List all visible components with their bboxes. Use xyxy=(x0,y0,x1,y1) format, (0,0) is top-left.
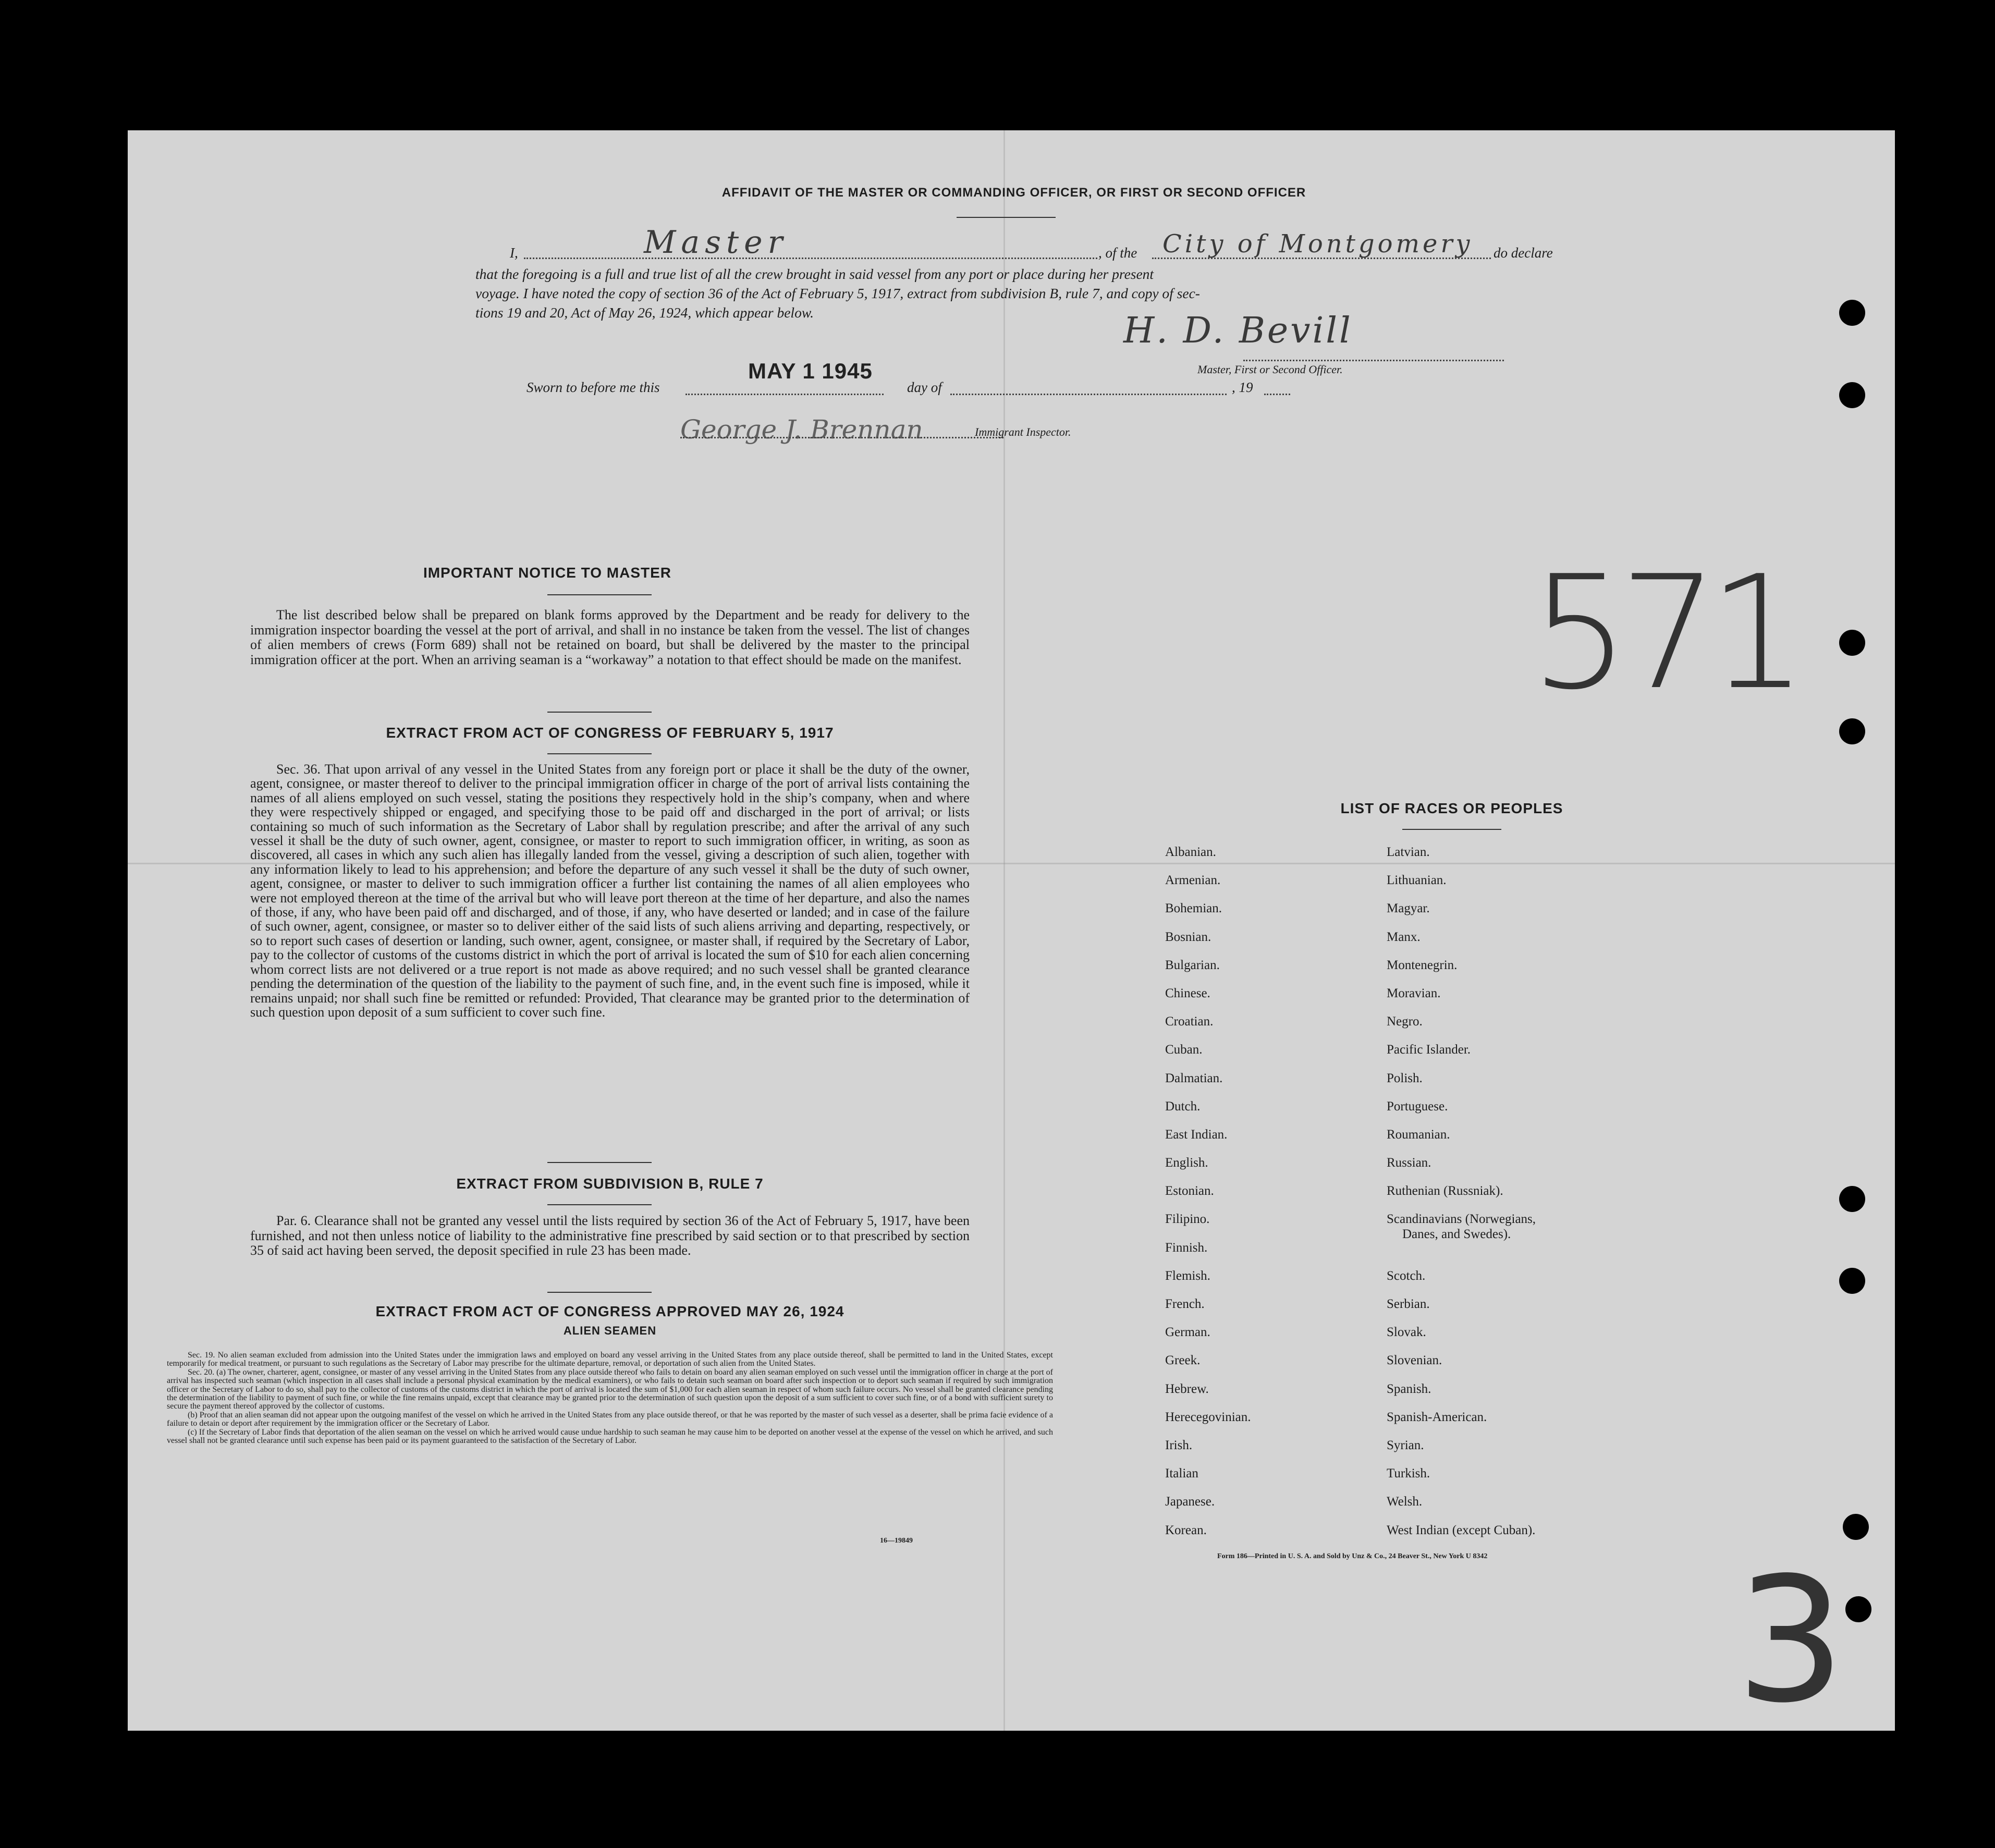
extract-1924-title: EXTRACT FROM ACT OF CONGRESS APPROVED MAY 26, 1924 xyxy=(375,1303,844,1319)
form-code: 16—19849 xyxy=(880,1537,913,1545)
race-item: Hebrew. xyxy=(1165,1381,1209,1396)
race-item: Ruthenian (Russniak). xyxy=(1387,1184,1503,1198)
signer-caption: Master, First or Second Officer. xyxy=(1197,363,1343,376)
rule7-rule xyxy=(547,1204,652,1205)
rule7-end-rule xyxy=(547,1292,652,1293)
race-item-continued: Danes, and Swedes). xyxy=(1402,1227,1511,1242)
day-of-label: day of xyxy=(907,380,942,395)
race-item: Turkish. xyxy=(1387,1466,1430,1481)
binder-hole xyxy=(1839,1268,1865,1294)
race-item: Magyar. xyxy=(1387,901,1430,916)
extract-1917-title: EXTRACT FROM ACT OF CONGRESS OF FEBRUARY 5, 1917 xyxy=(386,725,834,741)
handwritten-corner-number: 3 xyxy=(1736,1540,1845,1741)
race-item: English. xyxy=(1165,1156,1208,1170)
race-item: Korean. xyxy=(1165,1523,1207,1537)
binder-hole xyxy=(1843,1514,1869,1540)
binder-hole xyxy=(1839,382,1865,408)
extract-1917-rule xyxy=(547,753,652,754)
race-item: Manx. xyxy=(1387,929,1421,944)
binder-hole xyxy=(1839,630,1865,656)
do-declare-label: do declare xyxy=(1494,245,1553,261)
race-item: Dutch. xyxy=(1165,1099,1201,1113)
race-item: French. xyxy=(1165,1297,1205,1311)
race-item: Scandinavians (Norwegians, xyxy=(1387,1212,1536,1227)
notice-title: IMPORTANT NOTICE TO MASTER xyxy=(423,565,672,581)
race-item: Chinese. xyxy=(1165,986,1210,1000)
race-item: Japanese. xyxy=(1165,1495,1215,1509)
race-item: Serbian. xyxy=(1387,1297,1430,1312)
race-item: Dalmatian. xyxy=(1165,1071,1223,1085)
inspector-signature: George J. Brennan xyxy=(680,414,923,445)
race-item: Negro. xyxy=(1387,1014,1423,1029)
affidavit-line-3: tions 19 and 20, Act of May 26, 1924, which appear below. xyxy=(475,304,814,321)
notice-rule xyxy=(547,594,652,595)
document-sheet xyxy=(128,130,1895,1741)
extract-1917-text: Sec. 36. That upon arrival of any vessel in the United States from any foreign port or place it shall be the duty of the owner, agent, consignee, or master thereof to deliver to the principal immigration officer in charge of the port of arrival lists containing the names of all aliens employed on such vessel, stating the positions they respectively hold in the ship’s company, when and where they were respectively shipped or engaged, and specifying those to be paid off and discharged in the port of arrival; or lists containing so much of such information as the Secretary of Labor shall by regulation prescribe; and after the arrival of any such vessel it shall be the duty of such owner, agent, consignee, or master to report to such immigration officer, in writing, as soon as discovered, all cases in which any such alien has illegally landed from the vessel, giving a description of such alien, together with any information likely to lead to his apprehension; and before the departure of any such vessel it shall be the duty of such owner, agent, consignee, or master to deliver to such immigration officer a further list containing the names of all alien employees who were not employed thereon at the time of the arrival but who will leave port thereon at the time of her departure, and also the names of those, if any, who have been paid off and discharged, and of those, if any, who have deserted or landed; and in case of the failure of such owner, agent, consignee, or master so to deliver either of the said lists of such aliens arriving and departing, respectively, or so to report such cases of desertion or landing, such owner, agent, consignee, or master shall, if required by the Secretary of Labor, pay to the collector of customs of the customs district in which the port of arrival is located the sum of $10 for each alien concerning whom correct lists are not delivered or a true report is not made as above required; and no such vessel shall be granted clearance pending the determination of the question of the liability to the payment of such fine, and, in the event such fine is imposed, while it remains unpaid; nor shall such fine be remitted or refunded: Provided, That clearance may be granted prior to the determination of such question upon deposit of a sum sufficient to cover such fine. xyxy=(250,762,970,1020)
binder-hole xyxy=(1839,718,1865,744)
rule7-title: EXTRACT FROM SUBDIVISION B, RULE 7 xyxy=(456,1176,764,1192)
master-signature: H. D. Bevill xyxy=(1123,310,1353,351)
inspector-caption: Immigrant Inspector. xyxy=(975,425,1071,438)
name-blank xyxy=(524,258,1097,259)
fold-line-vertical xyxy=(1003,130,1005,1731)
race-item: Spanish-American. xyxy=(1387,1410,1487,1424)
race-item: Welsh. xyxy=(1387,1495,1423,1509)
rule7-text: Par. 6. Clearance shall not be granted any vessel until the lists required by section 36 of the Act of February 5, 1917, have been furnished, and not then unless notice of liability to the administrative fine prescribed by said section or to that prescribed by section 35 of said act having been served, the deposit specified in rule 23 has been made. xyxy=(250,1213,970,1258)
race-item: Portuguese. xyxy=(1387,1099,1448,1113)
affidavit-title: AFFIDAVIT OF THE MASTER OR COMMANDING OFFICER, OR FIRST OR SECOND OFFICER xyxy=(721,186,1306,200)
race-item: Cuban. xyxy=(1165,1043,1203,1057)
race-item: Greek. xyxy=(1165,1353,1201,1368)
notice-end-rule xyxy=(547,712,652,713)
vessel-handwritten: City of Montgomery xyxy=(1162,229,1473,259)
race-item: Flemish. xyxy=(1165,1268,1210,1283)
race-item: Italian xyxy=(1165,1466,1198,1481)
extract-1924-subtitle: ALIEN SEAMEN xyxy=(563,1324,657,1337)
race-item: Pacific Islander. xyxy=(1387,1043,1471,1057)
race-item: Armenian. xyxy=(1165,873,1221,888)
extract-1924-text: Sec. 19. No alien seaman excluded from admission into the United States under the immigration laws and employed on board any vessel arriving in the United States from any place outside thereof, shall be permitted to land in the United States, except temporarily for medical treatment, or pursuant to such regulations as the Secretary of Labor may prescribe for the ultimate departure, removal, or deportation of such alien from the United States. Sec. 20. (a) The owner, charterer, agent, consignee, or master of any vessel arriving in the United States from any place outside thereof who fails to detain on board any alien seaman employed on such vessel until the immigration officer in charge at the port of arrival has inspected such seaman (which inspection in all cases shall include a personal physical examination by the medical examiners), or who fails to detain such seaman on board after such inspection or to deport such seaman if required by such immigration officer or the Secretary of Labor to do so, shall pay to the collector of customs of the customs district in which the port of arrival is located the sum of $1,000 for each alien seaman in respect of whom such failure occurs. No vessel shall be granted clearance pending the determination of the liability to payment of such fine, or while the fine remains unpaid, except that clearance may be granted prior to the determination of such question upon the deposit of a sum sufficient to cover such fine, or of a bond with sufficient surety to secure the payment thereof approved by the collector of customs. (b) Proof that an alien seaman did not appear upon the outgoing manifest of the vessel on which he arrived in the United States from any place outside thereof, or that he was reported by the master of such vessel as a deserter, shall be prima facie evidence of a failure to detain or deport after requirement by the immigration officer or the Secretary of Labor. (c) If the Secretary of Labor finds that deportation of the alien seaman on the vessel on which he arrived would cause undue hardship to such seaman he may cause him to be deported on another vessel at the expense of the vessel on which he arrived, and such vessel shall not be granted clearance until such expense has been paid or its payment guaranteed to the satisfaction of the Secretary of Labor. xyxy=(167,1351,1053,1446)
race-item: Albanian. xyxy=(1165,845,1216,859)
races-rule xyxy=(1402,829,1501,830)
handwritten-page-number: 571 xyxy=(1530,542,1797,724)
race-item: East Indian. xyxy=(1165,1127,1228,1142)
affidavit-line-1: that the foregoing is a full and true list of all the crew brought in said vessel from any port or place during her present xyxy=(475,266,1154,282)
year-blank xyxy=(1264,394,1290,395)
notice-text: The list described below shall be prepared on blank forms approved by the Department and be ready for delivery to the immigration inspector boarding the vessel at the port of arrival, and shall in no instance be taken from the vessel. The list of changes of alien members of crews (Form 689) shall not be retained on board, but shall be delivered by the master to the principal immigration officer at the port. When an arriving seaman is a “workaway” a notation to that effect should be made on the manifest. xyxy=(250,607,970,667)
year-label: , 19 xyxy=(1232,380,1253,395)
race-item: Bosnian. xyxy=(1165,929,1211,944)
race-item: Syrian. xyxy=(1387,1438,1424,1452)
race-item: Roumanian. xyxy=(1387,1127,1450,1142)
race-item: Latvian. xyxy=(1387,845,1430,859)
race-item: Croatian. xyxy=(1165,1014,1214,1029)
race-item: Moravian. xyxy=(1387,986,1441,1000)
binder-hole xyxy=(1839,1186,1865,1212)
race-item: Montenegrin. xyxy=(1387,958,1458,972)
race-item: Estonian. xyxy=(1165,1184,1214,1198)
signature-blank xyxy=(1243,360,1504,361)
race-item: Slovak. xyxy=(1387,1325,1426,1340)
of-the-label: , of the xyxy=(1098,245,1137,261)
title-rule xyxy=(957,217,1056,218)
month-blank xyxy=(950,394,1227,395)
race-item: Filipino. xyxy=(1165,1212,1210,1227)
affidavit-line-2: voyage. I have noted the copy of section 36 of the Act of February 5, 1917, extract from subdivision B, rule 7, and copy of sec- xyxy=(475,285,1200,301)
i-label: I, xyxy=(510,245,518,261)
race-item: Scotch. xyxy=(1387,1268,1426,1283)
inspector-blank xyxy=(680,437,1003,438)
race-item: Irish. xyxy=(1165,1438,1193,1452)
date-stamp: MAY 1 1945 xyxy=(748,359,873,383)
race-item: Russian. xyxy=(1387,1156,1431,1170)
races-right-column xyxy=(1387,845,1536,1551)
race-item: Bohemian. xyxy=(1165,901,1222,916)
day-blank xyxy=(686,394,884,395)
race-item: Slovenian. xyxy=(1387,1353,1442,1368)
race-item: Lithuanian. xyxy=(1387,873,1447,888)
race-item: Polish. xyxy=(1387,1071,1423,1085)
name-handwritten: Master xyxy=(644,224,788,261)
binder-hole xyxy=(1839,300,1865,326)
races-left-column xyxy=(1165,845,1251,1551)
binder-hole xyxy=(1845,1596,1871,1622)
race-item: Spanish. xyxy=(1387,1381,1431,1396)
form-footer: Form 186—Printed in U. S. A. and Sold by Unz & Co., 24 Beaver St., New York U 8342 xyxy=(1217,1552,1488,1560)
race-item: Herecegovinian. xyxy=(1165,1410,1251,1424)
race-item: Bulgarian. xyxy=(1165,958,1220,972)
sworn-label: Sworn to before me this xyxy=(527,380,660,395)
race-item: West Indian (except Cuban). xyxy=(1387,1523,1536,1537)
races-title: LIST OF RACES OR PEOPLES xyxy=(1340,800,1563,816)
race-item: Finnish. xyxy=(1165,1240,1208,1255)
extract-1917-end-rule xyxy=(547,1162,652,1163)
race-item: German. xyxy=(1165,1325,1210,1340)
